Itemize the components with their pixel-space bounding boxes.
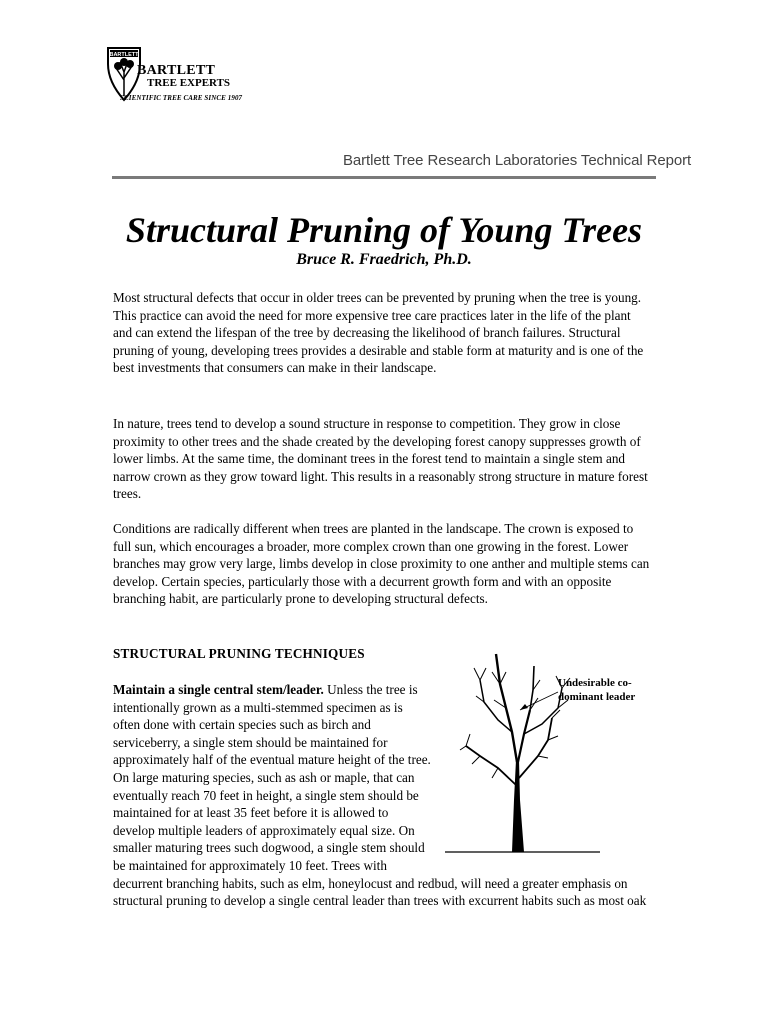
author-line: Bruce R. Fraedrich, Ph.D. <box>296 251 472 268</box>
document-title: Structural Pruning of Young Trees <box>125 210 643 250</box>
bartlett-logo <box>104 40 254 110</box>
paragraph-nature: In nature, trees tend to develop a sound structure in response to competition. They grow in close proximity to other trees and the shade created by the developing forest canopy suppresses growth of lower limbs. At the same time, the dominant trees in the forest tend to maintain a single stem and narrow crown as they grow toward light. This results in a reasonably strong structure in mature forest trees. <box>113 416 648 502</box>
codominant-tree-figure <box>440 650 660 865</box>
seal-label: BARTLETT <box>109 52 139 58</box>
technique-body: Unless the tree is intentionally grown as a multi-stemmed specimen as is often done with certain species such as birch and serviceberry, a single stem should be maintained for approximately half of the eventual mature height of the tree. On large maturing species, such as ash or maple, that can eventually reach 70 feet in height, a single stem should be maintained for at least 35 feet before it is allowed to develop multiple leaders of approximately equal size. On smaller maturing trees such dogwood, a single stem should be maintained for approximately 10 feet. Trees with decurrent branching habits, such as elm, honeylocust and redbud, will need a greater emphasis on structural pruning to develop a single central leader than trees with excurrent habits such as most oak <box>113 682 647 909</box>
logo-subtitle: TREE EXPERTS <box>147 77 231 89</box>
figure-caption-text: Undesirable co-dominant leader <box>558 677 636 703</box>
technique-lead: Maintain a single central stem/leader. <box>113 682 324 697</box>
paragraph-landscape: Conditions are radically different when trees are planted in the landscape. The crown is exposed to full sun, which encourages a broader, more complex crown than one growing in the forest. Lower branches may grow very large, limbs develop in close proximity to one anther and multiple stems can develop. Certain species, particularly those with a decurrent growth form and with an opposite branching habit, are particularly prone to developing structural defects. <box>113 521 650 607</box>
paragraph-intro: Most structural defects that occur in older trees can be prevented by pruning when the tree is young. This practice can avoid the need for more expensive tree care practices later in the life of the plant and can extend the lifespan of the tree by decreasing the likelihood of branch failures. Structural pruning of young, developing trees provides a desirable and stable form at maturity and is one of the best investments that consumers can make in their landscape. <box>113 290 644 376</box>
logo-tagline: SCIENTIFIC TREE CARE SINCE 1907 <box>120 94 243 102</box>
header-divider <box>112 176 656 179</box>
report-series-header: Bartlett Tree Research Laboratories Technical Report <box>343 152 692 169</box>
section-heading: STRUCTURAL PRUNING TECHNIQUES <box>113 646 365 661</box>
figure-caption <box>558 676 660 704</box>
logo-wordmark: BARTLETT <box>137 63 216 78</box>
